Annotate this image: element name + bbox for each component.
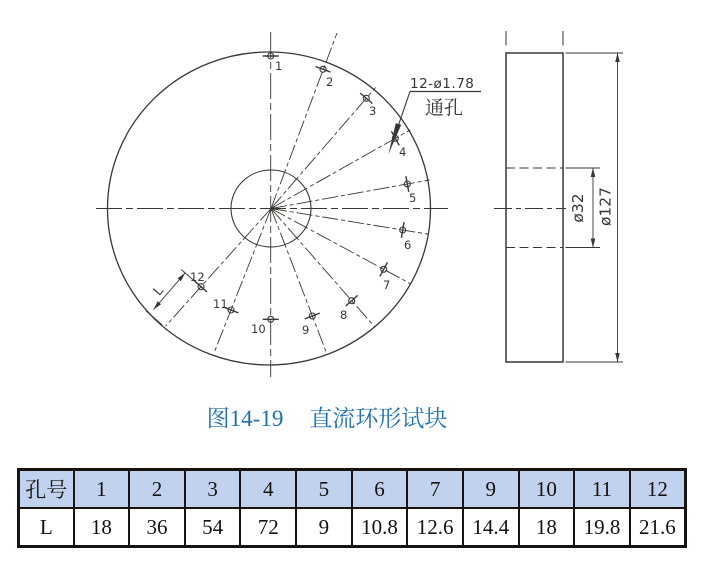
table-header-cell: 孔号	[19, 470, 74, 509]
hole-cross-tick	[346, 295, 358, 306]
table-header-cell: 1	[74, 470, 130, 509]
hole-radial-centerline	[271, 180, 429, 209]
table-cell: 21.6	[630, 508, 686, 547]
table-header-cell: 2	[129, 470, 185, 509]
table-cell: 18	[74, 508, 130, 547]
hole-label: 11	[213, 297, 228, 311]
table-header-cell: 11	[574, 470, 630, 509]
hole-group	[271, 209, 375, 327]
hole-radial-centerline	[271, 209, 411, 285]
hole-cross-tick	[360, 93, 372, 103]
hole-radial-centerline	[271, 209, 375, 327]
table-header-cell: 12	[630, 470, 686, 509]
hole-label: 5	[409, 191, 417, 205]
table-cell: 14.4	[463, 508, 519, 547]
table-header-cell: 5	[296, 470, 352, 509]
hole-cross-tick	[305, 313, 320, 319]
table-header-cell: 7	[407, 470, 463, 509]
hole-label: 2	[326, 75, 334, 89]
l-dimension-label: L	[150, 283, 167, 299]
hole-radial-centerline	[271, 209, 327, 354]
side-view-outline	[506, 53, 563, 362]
table-cell: 72	[240, 508, 296, 547]
table-cell: 54	[185, 508, 241, 547]
hole-label: 7	[383, 278, 391, 292]
hole-label: 1	[275, 59, 283, 73]
hole-cross-tick	[316, 67, 331, 73]
hole-radial-centerline	[271, 88, 376, 209]
table-header-cell: 4	[240, 470, 296, 509]
hole-radial-centerline	[271, 130, 410, 209]
hole-group	[271, 209, 428, 253]
table-cell: 19.8	[574, 508, 630, 547]
d127-dimension-text: ø127	[596, 186, 615, 227]
hole-label: 4	[399, 145, 407, 159]
table-cell: 12.6	[407, 508, 463, 547]
hole-label: 9	[302, 323, 310, 337]
hole-group	[271, 209, 327, 354]
hole-group	[271, 209, 411, 293]
holes-layer	[166, 33, 430, 353]
hole-label: 10	[251, 322, 266, 336]
table-cell: 18	[519, 508, 575, 547]
figure-title: 直流环形试块	[309, 406, 448, 431]
hole-group	[271, 130, 410, 209]
d32-arrow-bottom	[591, 239, 596, 248]
d127-arrow-bottom	[615, 353, 620, 362]
table-cell: L	[19, 508, 74, 547]
hole-group	[263, 53, 283, 73]
table-cell: 10.8	[352, 508, 408, 547]
hole-label: 8	[340, 308, 348, 322]
table-header-cell: 10	[519, 470, 575, 509]
table-cell: 9	[296, 508, 352, 547]
table-cell: 36	[129, 508, 185, 547]
figure-number: 图14-19	[206, 406, 284, 431]
hole-label: 6	[404, 238, 412, 252]
d32-dimension-text: ø32	[569, 193, 587, 223]
hole-label: 12	[190, 270, 205, 284]
d32-arrow-top	[591, 168, 596, 177]
table-header-cell: 3	[185, 470, 241, 509]
leader-label-size: 12-ø1.78	[410, 76, 475, 92]
hole-label: 3	[369, 104, 377, 118]
dimension-table	[17, 468, 687, 548]
table-header-cell: 9	[463, 470, 519, 509]
d127-arrow-top	[615, 53, 620, 62]
l-extension-line-bottom	[146, 311, 163, 326]
hole-group	[251, 316, 279, 336]
hole-group	[271, 88, 376, 209]
figure-caption	[0, 403, 678, 435]
table-header-cell: 6	[352, 470, 408, 509]
leader-label-through-hole: 通孔	[425, 97, 464, 119]
